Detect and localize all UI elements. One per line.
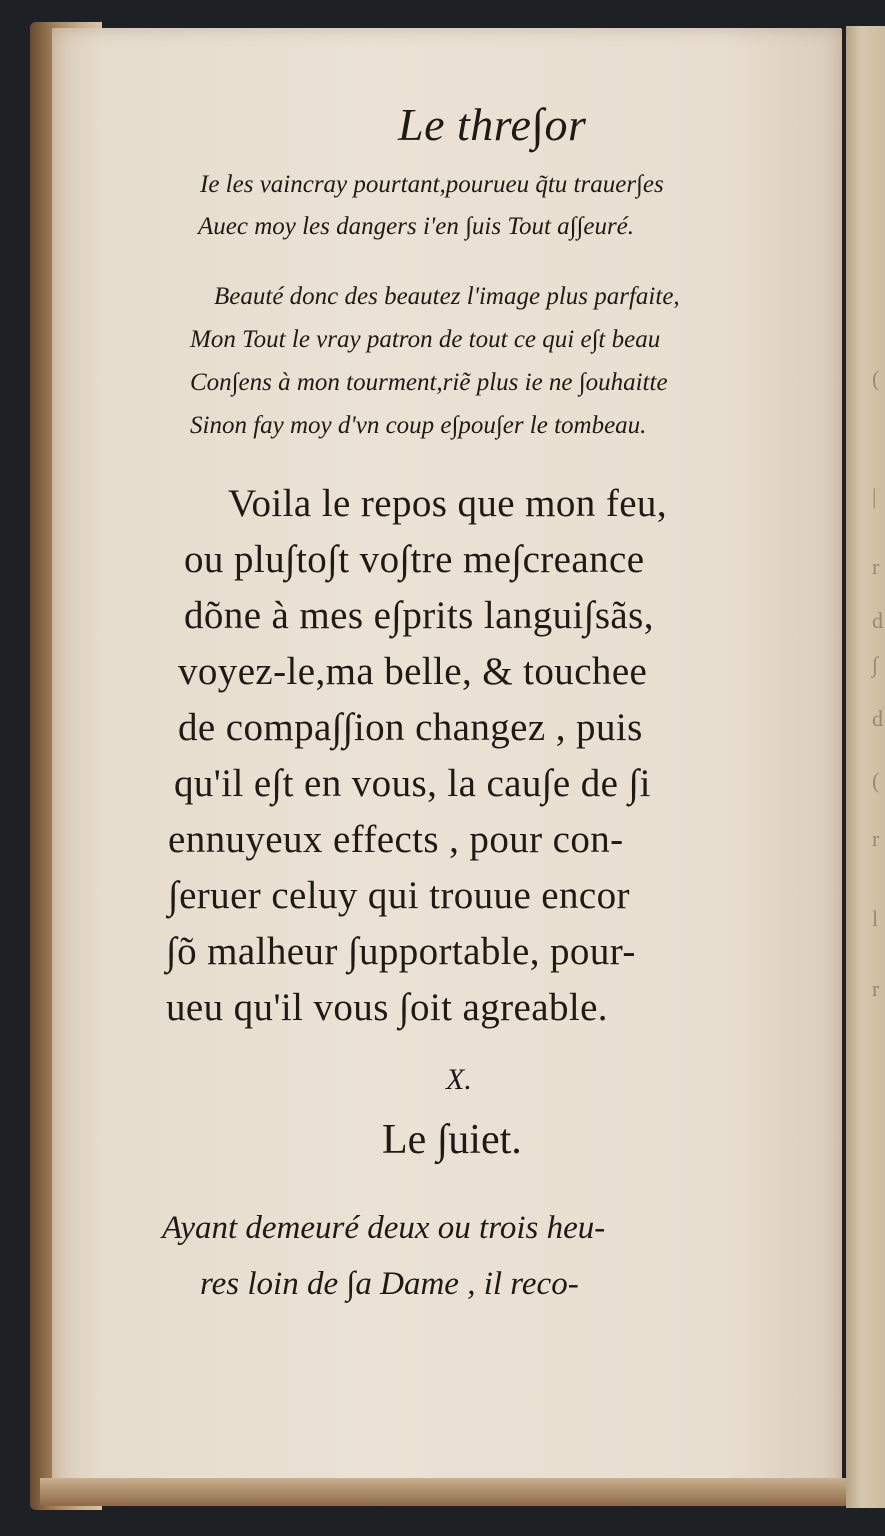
facing-page-glyph: d [872,608,883,633]
prose-line: dõne à mes e∫prits langui∫sãs, [184,594,654,637]
facing-page-glyph: r [872,554,880,579]
facing-page-glyph: l [872,906,879,931]
facing-page-glyph: ( [872,366,880,391]
facing-page-glyph: r [872,976,880,1001]
prose-line: ∫eruer celuy qui trouue encor [168,874,630,917]
facing-page-glyph: d [872,706,883,731]
facing-page-edge [846,26,885,1508]
prose-line: de compa∫∫ion changez , puis [178,706,643,749]
verse-line: Sinon fay moy d'vn coup e∫pou∫er le tombeau. [190,412,647,439]
prose-line: ennuyeux effects , pour con- [168,818,624,861]
running-head: Le thre∫or [398,99,587,150]
facing-page-glyph: | [872,484,877,509]
verse-line: Ie les vaincray pourtant,pourueu q̃tu trauer∫es [200,171,664,198]
verse-line: Beauté donc des beautez l'image plus parfaite, [214,283,680,310]
argument-line: Ayant demeuré deux ou trois heu- [162,1210,606,1246]
prose-line: Voila le repos que mon feu, [228,482,667,525]
prose-line: qu'il e∫t en vous, la cau∫e de ∫i [174,762,651,805]
verse-line: Mon Tout le vray patron de tout ce qui e∫t beau [190,326,661,353]
verse-line: Con∫ens à mon tourment,riẽ plus ie ne ∫ouhaitte [190,369,668,396]
prose-line: ou plu∫to∫t vo∫tre me∫creance [184,538,645,581]
facing-page-glyph: ∫ [872,652,879,677]
facing-page-glyph: ( [872,768,880,793]
prose-line: voyez-le,ma belle, & touchee [178,650,648,693]
facing-page-glyph: r [872,826,880,851]
section-number: X. [446,1063,472,1096]
prose-line: ∫õ malheur ∫upportable, pour- [166,930,636,973]
section-title: Le ∫uiet. [382,1117,522,1163]
argument-line: res loin de ∫a Dame , il reco- [200,1266,579,1302]
verse-line: Auec moy les dangers i'en ∫uis Tout a∫∫euré. [198,213,635,240]
prose-line: ueu qu'il vous ∫oit agreable. [166,986,608,1029]
page-bottom-edge [40,1478,848,1506]
